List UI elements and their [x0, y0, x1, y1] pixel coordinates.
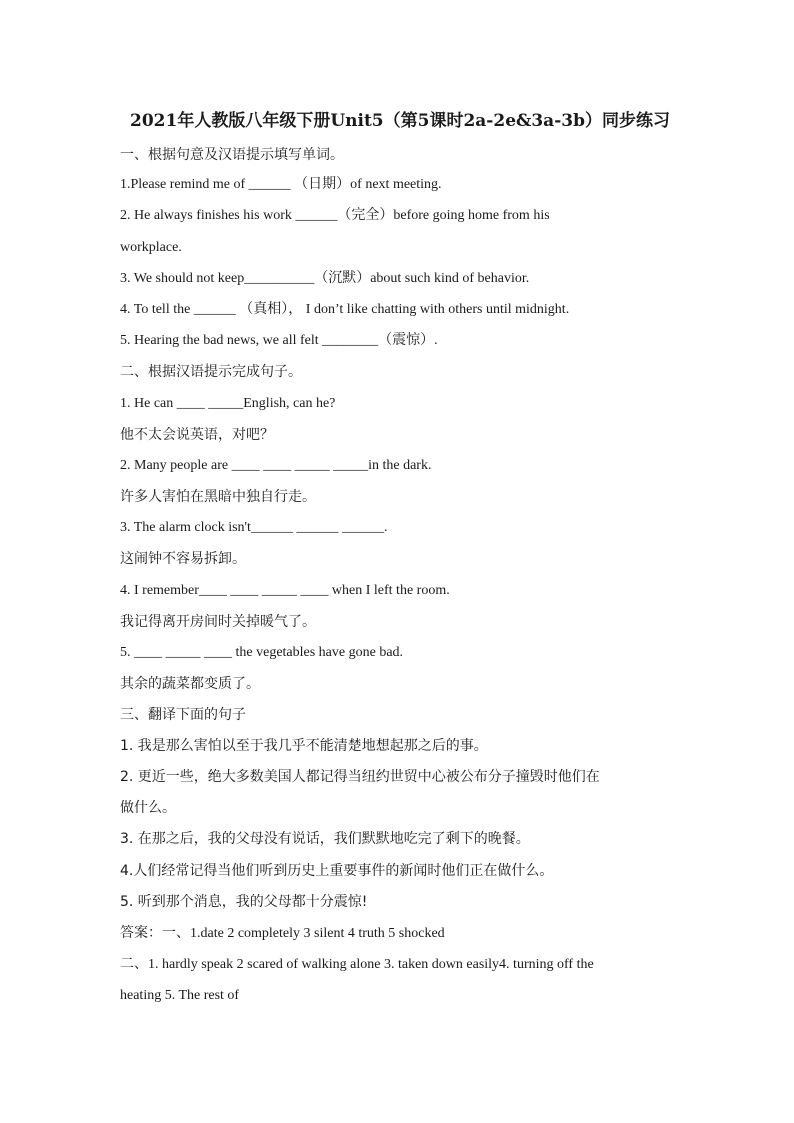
translation-item: 5. 听到那个消息，我的父母都十分震惊!	[120, 894, 368, 910]
exercise-item: 1. He can ____ _____English, can he?	[120, 396, 336, 411]
translation-item: 2. 更近一些，绝大多数美国人都记得当纽约世贸中心被公布分子撞毁时他们在	[120, 769, 600, 785]
answer-key-line: 二、1. hardly speak 2 scared of walking alone 3. taken down easily4. turning off the	[120, 957, 594, 972]
exercise-item-translation: 其余的蔬菜都变质了。	[120, 676, 260, 692]
page-title: 2021年人教版八年级下册Unit5（第5课时2a-2e&3a-3b）同步练习	[130, 111, 670, 131]
translation-item: 1. 我是那么害怕以至于我几乎不能清楚地想起那之后的事。	[120, 738, 488, 754]
translation-item-continued: 做什么。	[120, 800, 176, 816]
exercise-item-translation: 许多人害怕在黑暗中独自行走。	[120, 489, 316, 505]
exercise-item: 5. ____ _____ ____ the vegetables have gone bad.	[120, 645, 404, 660]
answer-key-line: 答案：一、1.date 2 completely 3 silent 4 truth 5 shocked	[120, 926, 445, 941]
exercise-item-translation: 这闹钟不容易拆卸。	[120, 551, 246, 567]
section-2-heading: 二、根据汉语提示完成句子。	[120, 364, 302, 380]
exercise-item: 2. He always finishes his work ______（完全）before going home from his	[120, 208, 550, 223]
section-3-heading: 三、翻译下面的句子	[120, 707, 246, 723]
exercise-item: 3. We should not keep__________（沉默）about such kind of behavior.	[120, 271, 530, 286]
exercise-item: 5. Hearing the bad news, we all felt ________（震惊）.	[120, 333, 438, 348]
exercise-item: 4. I remember____ ____ _____ ____ when I left the room.	[120, 583, 450, 598]
exercise-item: 3. The alarm clock isn't______ ______ ______.	[120, 520, 388, 535]
exercise-item-continued: workplace.	[120, 240, 182, 255]
translation-item: 4.人们经常记得当他们听到历史上重要事件的新闻时他们正在做什么。	[120, 863, 554, 879]
translation-item: 3. 在那之后，我的父母没有说话，我们默默地吃完了剩下的晚餐。	[120, 831, 530, 847]
exercise-item: 4. To tell the ______ （真相）， I don’t like chatting with others until midnight.	[120, 302, 570, 317]
exercise-item: 1.Please remind me of ______ （日期）of next meeting.	[120, 177, 442, 192]
exercise-item: 2. Many people are ____ ____ _____ _____in the dark.	[120, 458, 432, 473]
exercise-item-translation: 他不太会说英语，对吧？	[120, 427, 274, 443]
section-1-heading: 一、根据句意及汉语提示填写单词。	[120, 147, 344, 163]
answer-key-line: heating 5. The rest of	[120, 988, 240, 1003]
exercise-item-translation: 我记得离开房间时关掉暖气了。	[120, 614, 316, 630]
